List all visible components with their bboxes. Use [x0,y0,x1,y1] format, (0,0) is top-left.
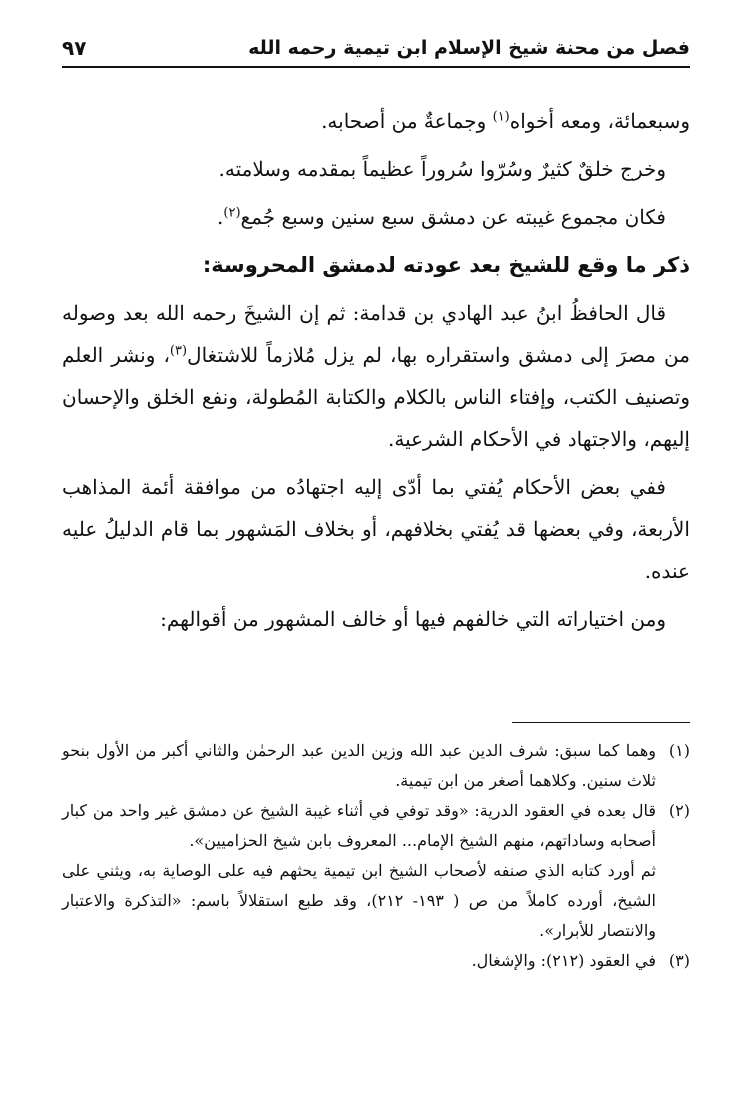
footnote-text: وهما كما سبق: شرف الدين عبد الله وزين الدين عبد الرحمٰن والثاني أكبر من الأول بنحو ثلاث سنين. وكلاهما أصغر من ابن تيمية. [62,741,656,790]
footnote-number: (٢) [668,801,690,820]
paragraph-1 [62,100,690,142]
footnote-ref-3: (٣) [169,343,188,359]
paragraph-4-text-a: قال الحافظُ ابنُ عبد الهادي بن قدامة: ثم إن الشيخَ رحمه الله بعد وصوله من مصرَ إلى دمشق واستقراره بها، لم يزل مُلازماً للاشتغال [62,301,690,367]
footnotes [62,736,690,976]
running-header [62,30,690,68]
footnote-number: (٣) [668,951,690,970]
footnote-ref-1: (١) [492,109,510,125]
page-number: ٩٧ [62,36,87,60]
paragraph-5: ففي بعض الأحكام يُفتي بما أدّى إليه اجتهادُه من موافقة أئمة المذاهب الأربعة، وفي بعضها قد يُفتي بخلافهم، أو بخلاف المَشهور بما قام الدليلُ عليه عنده. [62,475,690,583]
paragraph-1-text-b: وجماعةٌ من أصحابه. [321,109,493,133]
paragraph-4-text-b: ، ونشر العلم وتصنيف الكتب، وإفتاء الناس بالكلام والكتابة المُطولة، ونفع الخلق والإحسان إليهم، والاجتهاد في الأحكام الشرعية. [62,343,690,451]
paragraph-3-text-b: . [217,205,224,229]
footnote-number: (١) [668,741,690,760]
paragraph-4 [62,292,690,460]
paragraph-3 [62,196,690,238]
footnote-text: قال بعده في العقود الدرية: «وقد توفي في أثناء غيبة الشيخ عن دمشق غير واحد من كبار أصحابه وساداتهم، منهم الشيخ الإمام... المعروف بابن شيخ الحزاميين». [62,801,656,850]
paragraph-6: ومن اختياراته التي خالفهم فيها أو خالف المشهور من أقوالهم: [160,607,666,631]
section-heading: ذكر ما وقع للشيخ بعد عودته لدمشق المحروسة: [202,253,690,277]
footnote-2-continuation: ثم أورد كتابه الذي صنفه لأصحاب الشيخ ابن تيمية يحثهم فيه على الوصاية به، ويثني على الشيخ، أورده كاملاً من ص ( ١٩٣- ٢١٢)، وقد طبع استقلالاً باسم: «التذكرة والاعتبار والانتصار للأبرار». [62,861,656,940]
footnote-2 [62,796,690,856]
footnote-3 [62,946,690,976]
footnote-separator [512,722,690,723]
paragraph-1-text-a: وسبعمائة، ومعه أخواه [509,109,690,133]
running-title: فصل من محنة شيخ الإسلام ابن تيمية رحمه الله [248,37,690,59]
paragraph-2: وخرج خلقٌ كثيرٌ وسُرّوا سُروراً عظيماً بمقدمه وسلامته. [218,157,666,181]
footnote-1 [62,736,690,796]
footnote-text: في العقود (٢١٢): والإشغال. [471,951,656,970]
footnote-ref-2: (٢) [223,205,241,221]
main-text [62,100,690,646]
paragraph-3-text-a: فكان مجموع غيبته عن دمشق سبع سنين وسبع جُمع [240,205,666,229]
